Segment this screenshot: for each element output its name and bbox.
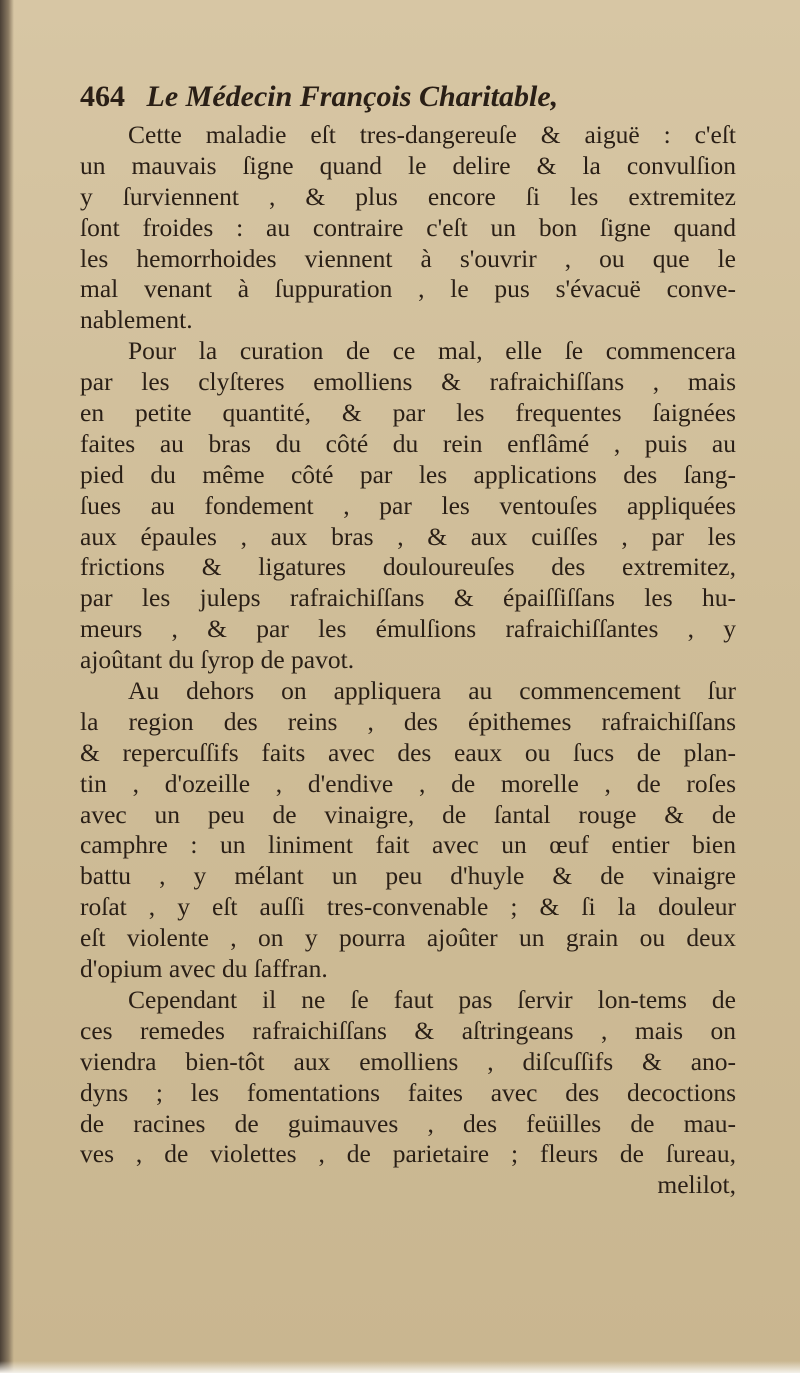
text-line: ces remedes rafraichiſſans & aſtringeans , mais on bbox=[80, 1015, 736, 1045]
paragraph-4 bbox=[80, 985, 736, 1170]
text-line: tin , d'ozeille , d'endive , de morelle , de roſes bbox=[80, 768, 736, 798]
text-line: aux épaules , aux bras , & aux cuiſſes , par les bbox=[80, 521, 736, 551]
text-line: la region des reins , des épithemes rafraichiſſans bbox=[80, 706, 736, 736]
paragraph-1 bbox=[80, 120, 736, 336]
paragraph-3 bbox=[80, 676, 736, 985]
text-line: par les clyſteres emolliens & rafraichiſſans , mais bbox=[80, 367, 736, 397]
text-line: d'opium avec du ſaffran. bbox=[80, 954, 328, 984]
text-line: avec un peu de vinaigre, de ſantal rouge & de bbox=[80, 799, 736, 829]
text-line: Cependant il ne ſe faut pas ſervir lon-tems de bbox=[128, 984, 736, 1014]
text-line: faites au bras du côté du rein enflâmé , puis au bbox=[80, 428, 736, 458]
text-line: un mauvais ſigne quand le delire & la convulſion bbox=[80, 150, 736, 180]
text-line: pied du même côté par les applications des ſang- bbox=[80, 459, 736, 489]
text-line: ves , de violettes , de parietaire ; fleurs de ſureau, bbox=[80, 1139, 736, 1169]
text-line: battu , y mélant un peu d'huyle & de vinaigre bbox=[80, 861, 736, 891]
text-line: mal venant à ſuppuration , le pus s'évacuë conve- bbox=[80, 274, 736, 304]
running-title: Le Médecin François Charitable, bbox=[146, 80, 559, 113]
text-line: eſt violente , on y pourra ajoûter un grain ou deux bbox=[80, 923, 736, 953]
running-header bbox=[80, 74, 736, 120]
text-line: ſues au fondement , par les ventouſes appliquées bbox=[80, 490, 736, 520]
text-line: nablement. bbox=[80, 305, 193, 335]
paragraph-2 bbox=[80, 336, 736, 676]
text-line: par les juleps rafraichiſſans & épaiſſiſſans les hu- bbox=[80, 583, 736, 613]
text-line: & repercuſſifs faits avec des eaux ou ſucs de plan- bbox=[80, 737, 736, 767]
page-number: 464 bbox=[80, 80, 125, 113]
text-line: les hemorrhoides viennent à s'ouvrir , ou que le bbox=[80, 243, 736, 273]
text-line: camphre : un liniment fait avec un œuf entier bien bbox=[80, 830, 736, 860]
catchword: melilot, bbox=[657, 1170, 736, 1200]
text-line: Cette maladie eſt tres-dangereuſe & aiguë : c'eſt bbox=[128, 120, 736, 149]
text-line: y ſurviennent , & plus encore ſi les extremitez bbox=[80, 181, 736, 211]
page-text-block bbox=[80, 74, 736, 1201]
text-line: frictions & ligatures douloureuſes des extremitez, bbox=[80, 552, 736, 582]
text-line: roſat , y eſt auſſi tres-convenable ; & ſi la douleur bbox=[80, 892, 736, 922]
text-line: Au dehors on appliquera au commencement ſur bbox=[128, 676, 736, 706]
text-line: Pour la curation de ce mal, elle ſe commencera bbox=[128, 336, 736, 366]
text-line: dyns ; les fomentations faites avec des decoctions bbox=[80, 1077, 736, 1107]
text-line: de racines de guimauves , des feüilles de mau- bbox=[80, 1108, 736, 1138]
text-line: en petite quantité, & par les frequentes ſaignées bbox=[80, 398, 736, 428]
text-line: viendra bien-tôt aux emolliens , diſcuſſifs & ano- bbox=[80, 1046, 736, 1076]
text-line: ſont froides : au contraire c'eſt un bon ſigne quand bbox=[80, 212, 736, 242]
text-line: meurs , & par les émulſions rafraichiſſantes , y bbox=[80, 614, 736, 644]
text-line: ajoûtant du ſyrop de pavot. bbox=[80, 645, 355, 675]
